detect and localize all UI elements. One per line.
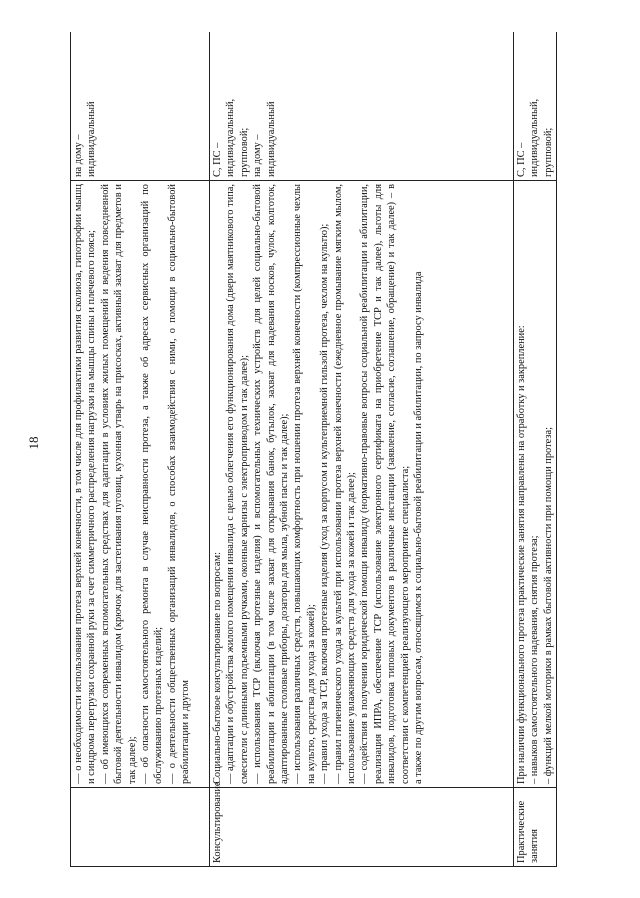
form-line: на дому – <box>252 134 264 177</box>
row-3-description-cell <box>514 181 557 788</box>
row-3-form-cell <box>514 32 557 181</box>
form-line: индивидуальный <box>86 101 98 177</box>
description-line: — содействия в получении юридической помощи инвалиду (нормативно-правовые вопросы социальной реабилитации и абилитации, реализация ИПРА, обеспечение ТСР (использование электронного сертификата на приобретение ТСР и так далее), льготы для инвалидов, подготовка типовых документов в различные инстанции (заявление, согласие, соглашение, обращение) и так далее) – в соответствии с компетенцией реализующего мероприятие специалиста; <box>359 184 411 784</box>
description-line: — адаптации и обустройства жилого помещения инвалида с целью облегчения его функционирования дома (двери маятникового типа, смесители с длинными подъемными ручками, оконные карнизы с электроприводом и так далее); <box>225 184 250 784</box>
form-line: групповой; <box>238 127 250 177</box>
description-line: — правил гигиенического ухода за культей при использовании протеза верхней конечности (ежедневное промывание мягким мылом, использование увлажняющих средств для ухода за кожей и так далее); <box>332 184 358 784</box>
row-2-description-cell <box>210 181 514 788</box>
rotated-table-frame <box>70 32 595 867</box>
description-line: — правил ухода за ТСР, включая протезные изделия (уход за корпусом и культеприемной гильзой протеза, чехлом на культю); <box>319 223 331 784</box>
form-line: индивидуальный <box>265 101 277 177</box>
form-line: групповой; <box>542 127 554 177</box>
description-line: — использования различных средств, повышающих комфортность при ношении протеза верхней конечности (компрессионные чехлы на культю, средства для ухода за кожей); <box>292 184 317 784</box>
description-line: — о необходимости использования протеза верхней конечности, в том числе для профилактики развития сколиоза, гипотрофии мышц и синдрома перегрузки сохранной руки за счет симметричного распределения нагрузки на мышцы спины и плечевого пояса; <box>73 184 98 784</box>
page-number: 18 <box>26 436 41 450</box>
description-line: – функций мелкой моторики в рамках бытовой активности при помощи протеза; <box>542 427 554 784</box>
row-1-name-cell <box>71 788 210 867</box>
row-1-description-cell <box>71 181 210 788</box>
form-line: индивидуальный, <box>225 98 237 177</box>
description-line: – навыков самостоятельного надевания, снятия протеза; <box>529 535 541 784</box>
description-line: — использования ТСР (включая протезные изделия) и вспомогательных технических устройств для целей социально-бытовой реабилитации и абилитации (в том числе захват для открывания банок, бутылок, захват для надевания носков, чулок, колготок, адаптированные столовые приборы, дозаторы для мыла, зубной пасты и так далее); <box>252 184 291 784</box>
description-line: а также по другим вопросам, относящимся к социально-бытовой реабилитации и абилитации, по запросу инвалида <box>413 271 425 784</box>
form-line: С, ПС – <box>516 142 527 177</box>
description-line: При наличии функционального протеза практические занятия направлены на отработку и закрепление: <box>516 325 527 784</box>
table-row <box>71 32 210 867</box>
table-row <box>210 32 514 867</box>
activities-table <box>70 32 557 867</box>
form-line: С, ПС – <box>212 142 223 177</box>
description-line: — об опасности самостоятельного ремонта в случае неисправности протеза, а также об адресах сервисных организаций по обслуживанию протезных изделий; <box>140 184 165 784</box>
description-line: — о деятельности общественных организаций инвалидов, о способах взаимодействия с ними, о помощи в социально-бытовой реабилитации и другом <box>166 184 192 784</box>
form-line: индивидуальный, <box>529 98 541 177</box>
row-2-name-cell: Консультирование <box>210 788 514 867</box>
form-line: на дому – <box>73 134 84 177</box>
row-3-name-cell: Практические занятия <box>514 788 557 867</box>
table-row <box>514 32 557 867</box>
rotated-table-content <box>70 32 595 867</box>
description-line: — об имеющихся современных вспомогательных средствах для адаптации в условиях жилых помещений и ведения повседневной бытовой деятельности инвалидом (крючок для застегивания пуговиц, кухонная утварь на присосках, активный захват для предметов и так далее); <box>99 184 138 784</box>
row-2-form-cell <box>210 32 514 181</box>
description-line: Социально-бытовое консультирование по вопросам: <box>212 552 223 784</box>
row-1-form-cell <box>71 32 210 181</box>
